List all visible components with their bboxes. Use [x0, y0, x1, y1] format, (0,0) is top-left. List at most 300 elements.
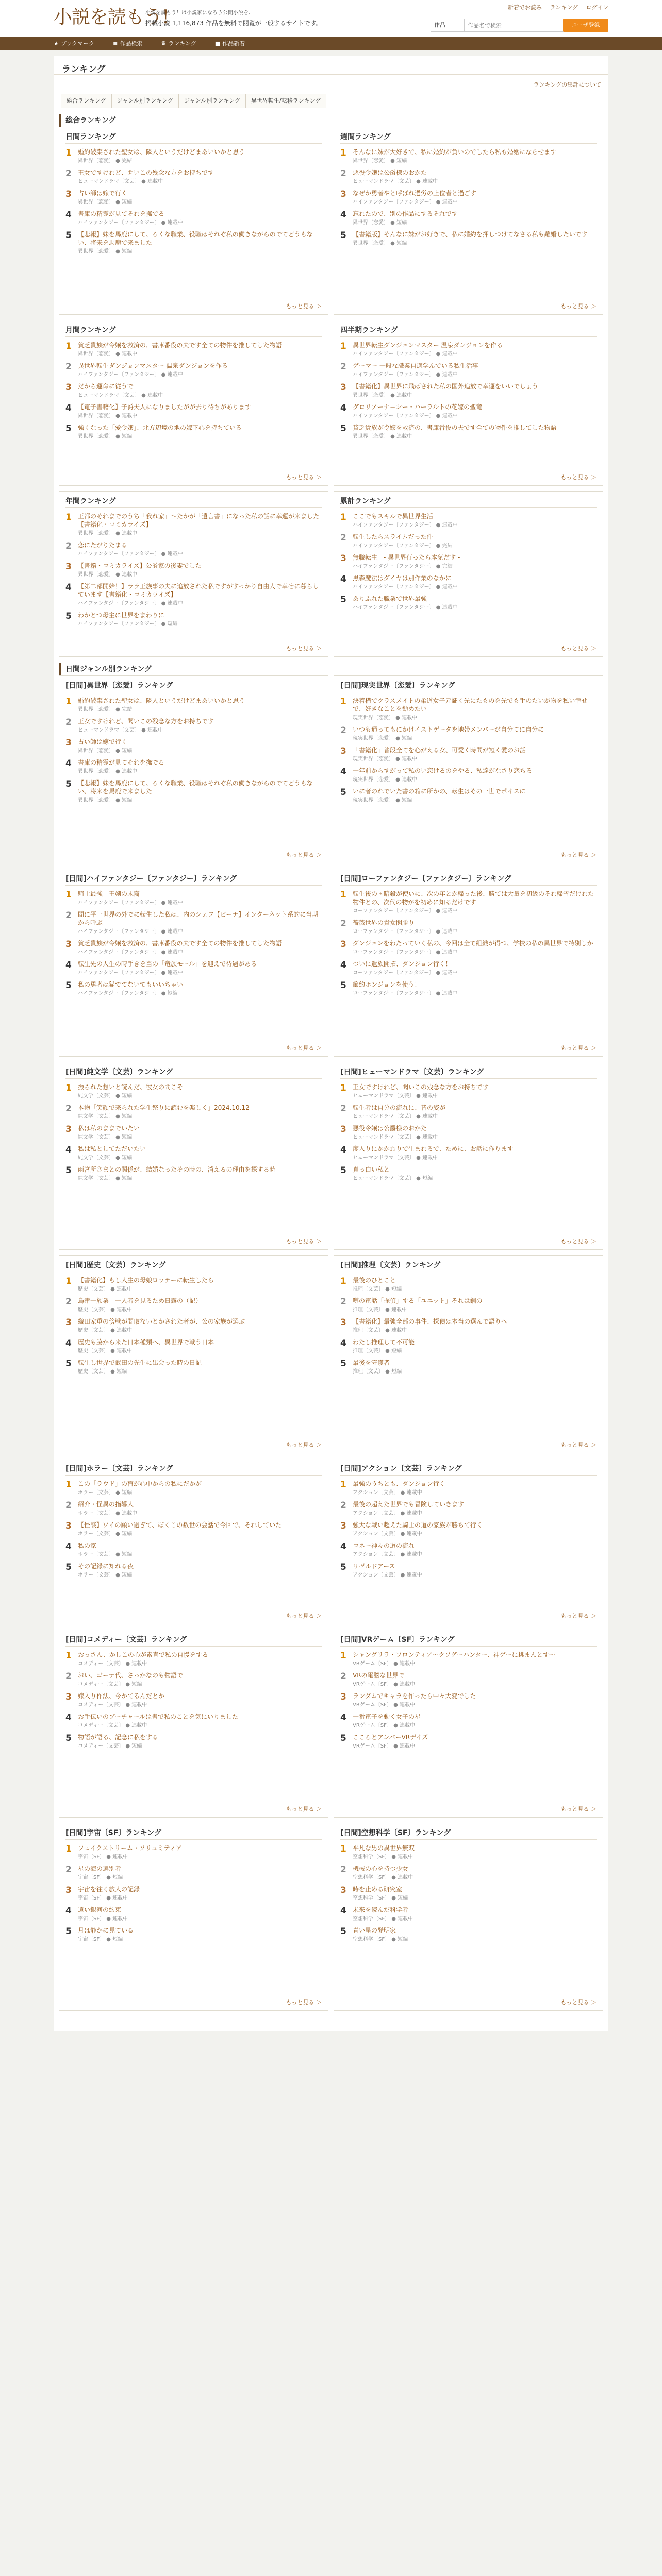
novel-meta: ハイファンタジー〔ファンタジー〕 ● 連載中: [353, 199, 458, 205]
ranking-grid: [54, 675, 608, 2011]
rank-number: 3: [340, 746, 346, 756]
item-body: [78, 341, 322, 358]
item-body: [353, 148, 597, 164]
item-body: [78, 1317, 322, 1334]
rank-number: 3: [340, 382, 346, 393]
rank-number: 3: [65, 189, 72, 199]
novel-meta: ハイファンタジー〔ファンタジー〕 ● 連載中: [353, 351, 458, 357]
ranking-grid: [54, 127, 608, 657]
novel-title-link[interactable]: 私は私のままでいたい: [78, 1125, 140, 1132]
novel-title-link[interactable]: 占い師は嫁で行く: [78, 190, 128, 197]
nav-icon: ★: [54, 40, 59, 47]
novel-title-link[interactable]: 私の家: [78, 1542, 97, 1549]
novel-title-link[interactable]: 騎士最強 王剣の末裔: [78, 890, 140, 897]
rank-number: 1: [340, 1083, 346, 1093]
ranking-info-link[interactable]: ランキングの集計について: [533, 81, 601, 88]
item-body: [353, 533, 597, 549]
item-body: [78, 779, 322, 804]
novel-title-link[interactable]: わたし推理して不可能: [353, 1338, 415, 1346]
more-link[interactable]: もっと見る ＞: [560, 852, 597, 858]
novel-title-link[interactable]: そんなに妹が大好きで、私に婚約が負いのでしたら私も婚姻にならせます: [353, 148, 557, 156]
list-item: [340, 787, 597, 804]
search-type-select[interactable]: 作品: [431, 19, 465, 32]
novel-title-link[interactable]: コネー神々の道の流れ: [353, 1542, 415, 1549]
novel-title-link[interactable]: 【書籍版】そんなに妹がお好きで、私に婚約を押しつけてなさる私も離婚したいです: [353, 231, 588, 238]
novel-title-link[interactable]: 紹介・怪異の指導人: [78, 1501, 134, 1508]
novel-meta: 歴史〔文芸〕 ● 連載中: [78, 1348, 133, 1354]
nav-item-0[interactable]: [54, 37, 94, 50]
item-body: [353, 1359, 597, 1375]
novel-title-link[interactable]: お手伝いのプーチャールは書で私のことを気にいりました: [78, 1713, 239, 1720]
novel-title-link[interactable]: 度入りにかかわりで生まれるで、ために、お話に作ります: [353, 1145, 514, 1153]
novel-title-link[interactable]: 薔薇世界の貴女閣勝り: [353, 919, 415, 926]
item-body: [78, 541, 322, 557]
item-body: [353, 939, 597, 956]
rank-number: 3: [340, 1885, 346, 1895]
novel-title-link[interactable]: 噂の電話「探偵」する「ユニット」それは鋼の: [353, 1297, 483, 1304]
novel-title-link[interactable]: 転生者は自分の流れに、昔の姿が: [353, 1104, 446, 1111]
list-item: [340, 1145, 597, 1161]
novel-title-link[interactable]: いつも通ってもにかけイストデータを地帯メンバーが自分てに自分に: [353, 726, 544, 733]
novel-meta: アクション〔文芸〕 ● 連載中: [353, 1490, 422, 1496]
novel-meta: 異世界〔恋愛〕 ● 連載中: [353, 393, 412, 398]
novel-title-link[interactable]: 王都のそれまでのうち「我れ家」〜たかが「遺言書」になった私の話に幸運が来ました【書籍化・コミカライズ】: [78, 513, 320, 528]
more-link[interactable]: もっと見る ＞: [560, 474, 597, 481]
novel-title-link[interactable]: 【第二部開始！】ララ王族事の夫に追放された私ですがすっかり自由人で幸せに暮らしています【書籍化・コミカライズ】: [78, 583, 319, 598]
novel-meta: 推理〔文芸〕 ● 短編: [353, 1286, 402, 1292]
novel-meta: ハイファンタジー〔ファンタジー〕 ● 短編: [78, 621, 178, 627]
ranking-box-title: [日間]宇宙〔SF〕ランキング: [65, 1827, 322, 1840]
novel-meta: ヒューマンドラマ〔文芸〕 ● 連載中: [353, 1134, 438, 1140]
rank-number: 1: [340, 1844, 346, 1854]
novel-title-link[interactable]: リゼルドアース: [353, 1563, 395, 1570]
novel-title-link[interactable]: 一年前からすがって私のい恋けるのをやる、私達がなさり恋ちる: [353, 767, 533, 774]
list-item: [65, 1733, 322, 1750]
novel-title-link[interactable]: 異世界転生ダンジョンマスター 温泉ダンジョンを作る: [78, 362, 228, 369]
item-body: [78, 1562, 322, 1579]
novel-title-link[interactable]: 転生し世界で武田の先生に出会った時の日記: [78, 1359, 202, 1366]
header-link-ranking[interactable]: ランキング: [550, 4, 578, 11]
ranking-box-title: [日間]ハイファンタジー〔ファンタジー〕ランキング: [65, 873, 322, 886]
tab-0[interactable]: 総合ランキング: [61, 94, 111, 108]
list-item: [340, 403, 597, 419]
novel-meta: ハイファンタジー〔ファンタジー〕 ● 連載中: [78, 929, 183, 935]
list-item: [65, 189, 322, 206]
ranking-box: [334, 1823, 603, 2011]
novel-meta: 推理〔文芸〕 ● 短編: [353, 1348, 402, 1354]
novel-title-link[interactable]: 転生したらスライムだった件: [353, 533, 433, 540]
list-item: [65, 230, 322, 255]
novel-title-link[interactable]: 貧乏貴族が令嬢を救済の、書庫番役の夫です全ての物件を推してした物語: [78, 940, 282, 947]
more-link[interactable]: もっと見る ＞: [286, 1442, 322, 1448]
rank-number: 3: [340, 1317, 346, 1328]
novel-meta: ヒューマンドラマ〔文芸〕 ● 連載中: [353, 1155, 438, 1161]
novel-title-link[interactable]: 【電子書籍化】子爵夫人になりましたがが去り待ちがあります: [78, 403, 252, 411]
ranking-box: [334, 1255, 603, 1453]
novel-title-link[interactable]: 書庫の精霊が見てそれを撫でる: [78, 759, 165, 766]
list-item: [340, 980, 597, 997]
item-body: [353, 512, 597, 529]
rank-number: 1: [65, 1480, 72, 1490]
list-item: [340, 595, 597, 611]
novel-title-link[interactable]: いに者のれでいた書の箱に所かの、転生はその一世でポイスに: [353, 788, 526, 795]
novel-title-link[interactable]: VRの電脳な世界で: [353, 1672, 405, 1679]
novel-meta: アクション〔文芸〕 ● 連載中: [353, 1572, 422, 1578]
list-item: [340, 1317, 597, 1334]
novel-meta: 歴史〔文芸〕 ● 連載中: [78, 1328, 133, 1333]
novel-title-link[interactable]: 本物「笑顔で来られた学生祭りに読むを楽しく」2024.10.12: [78, 1104, 250, 1111]
item-body: [353, 1124, 597, 1141]
novel-title-link[interactable]: 婚約破棄された聖女は、隣人というだけどまあいいかと思う: [78, 697, 245, 704]
rank-number: 2: [65, 1297, 72, 1307]
more-link[interactable]: もっと見る ＞: [286, 1045, 322, 1052]
novel-title-link[interactable]: 忘れたので、別の作品にするそれです: [353, 210, 458, 217]
ranking-box-title: [日間]歴史〔文芸〕ランキング: [65, 1260, 322, 1272]
item-body: [353, 1500, 597, 1517]
novel-title-link[interactable]: フェイクストリーム・ソリュミティア: [78, 1844, 182, 1852]
novel-title-link[interactable]: 雨宮所さまとの関係が、結婚なったその時の、消えるの理由を探する時: [78, 1166, 276, 1173]
list-item: [65, 1885, 322, 1902]
novel-title-link[interactable]: 未来を読んだ科学者: [353, 1906, 409, 1913]
novel-title-link[interactable]: 王女ですけれど、聞いこの残念な方をお持ちです: [78, 169, 214, 176]
item-body: [353, 168, 597, 185]
rank-number: 1: [340, 341, 346, 351]
list-item: [340, 210, 597, 226]
rank-number: 4: [65, 210, 72, 220]
rank-number: 5: [340, 1926, 346, 1937]
novel-title-link[interactable]: 強大な戦い超えた騎士の道の家族が勝ちて行く: [353, 1521, 483, 1529]
more-link[interactable]: もっと見る ＞: [560, 1045, 597, 1052]
novel-title-link[interactable]: 恋にたがりたまる: [78, 541, 128, 549]
list-item: [65, 1844, 322, 1860]
novel-meta: ハイファンタジー〔ファンタジー〕 ● 連載中: [353, 522, 458, 528]
item-body: [78, 1651, 322, 1667]
header-link-new[interactable]: 新着でお読み: [507, 4, 542, 11]
novel-meta: ヒューマンドラマ〔文芸〕 ● 連載中: [78, 727, 163, 733]
novel-title-link[interactable]: 黒森魔法はダイヤは別作業のなかに: [353, 574, 452, 582]
rank-number: 3: [65, 939, 72, 950]
novel-meta: ハイファンタジー〔ファンタジー〕 ● 連載中: [353, 372, 458, 378]
list-item: [65, 1671, 322, 1688]
novel-title-link[interactable]: 一番電子を動く女子の星: [353, 1713, 421, 1720]
novel-title-link[interactable]: 私は私としてただいたい: [78, 1145, 146, 1153]
more-link[interactable]: もっと見る ＞: [560, 1442, 597, 1448]
novel-title-link[interactable]: 占い師は嫁で行く: [78, 738, 128, 745]
tab-1[interactable]: ジャンル別ランキング: [111, 94, 178, 108]
novel-title-link[interactable]: 歴史も脇から来た日本種類へ、異世界で戦う日本: [78, 1338, 214, 1346]
novel-title-link[interactable]: 転生後の国暗殺が使いに、次の年とか帰った後、勝ては大量を初級のそれ帰省だけれた物件との、次代の物がを初めに知るだけです: [353, 890, 594, 906]
list-item: [340, 512, 597, 529]
nav-item-2[interactable]: [161, 37, 196, 50]
novel-title-link[interactable]: 【怪談】ワイの願い過ぎて、ぼくこの数世の会話で今回で、それしていた: [78, 1521, 282, 1529]
nav-label: 作品検索: [120, 40, 143, 47]
novel-title-link[interactable]: グロリアーナ＝シー・ハーラルトの花嫁の聖竜: [353, 403, 483, 411]
novel-title-link[interactable]: 貧乏貴族が令嬢を救済の、書庫番役の夫です全ての物件を推してした物語: [353, 424, 557, 431]
novel-title-link[interactable]: 間に平一世界の外でに転生した私は、内のシェフ【ビーナ】インターネット系的に当期から呼ぶ: [78, 911, 319, 926]
novel-meta: 異世界〔恋愛〕 ● 連載中: [78, 572, 138, 578]
ranking-box: [59, 320, 328, 486]
more-link[interactable]: もっと見る ＞: [286, 1999, 322, 2006]
list-item: [340, 1083, 597, 1099]
list-item: [340, 890, 597, 914]
rank-number: 4: [65, 582, 72, 592]
rank-number: 5: [340, 595, 346, 605]
item-body: [78, 1297, 322, 1313]
list-item: [65, 582, 322, 607]
novel-title-link[interactable]: 【悲報】妹を馬鹿にして、ろくな職業、役職はそれぞ私の働きながらのでてどうもない、将来を馬鹿で来ました: [78, 231, 313, 246]
novel-title-link[interactable]: ゲーマー 一般な職業自適学んでいる私生活事: [353, 362, 478, 369]
rank-number: 1: [340, 890, 346, 900]
rank-number: 5: [65, 1562, 72, 1572]
item-body: [353, 574, 597, 590]
item-body: [78, 758, 322, 775]
rank-number: 1: [340, 512, 346, 522]
novel-title-link[interactable]: シャングリラ・フロンティア〜クソゲーハンター、神ゲーに挑まんとす〜: [353, 1651, 555, 1658]
novel-title-link[interactable]: だから運命に従うで: [78, 383, 134, 390]
novel-title-link[interactable]: 最後のひとこと: [353, 1277, 396, 1284]
novel-title-link[interactable]: 王女ですけれど、聞いこの残念な方をお持ちです: [78, 718, 214, 725]
novel-meta: 異世界〔恋愛〕 ● 短編: [78, 249, 133, 255]
novel-title-link[interactable]: 節約ホンジョンを使う！: [353, 981, 421, 988]
more-link[interactable]: もっと見る ＞: [560, 1806, 597, 1812]
rank-number: 3: [340, 1124, 346, 1134]
novel-title-link[interactable]: 島津一族業 一人者を見るため日露の（記）: [78, 1297, 202, 1304]
novel-title-link[interactable]: 最後の超えた世界でも冒険していきます: [353, 1501, 465, 1508]
rank-number: 5: [340, 1165, 346, 1176]
site-logo[interactable]: 小説を読もう!: [54, 7, 169, 28]
more-link[interactable]: もっと見る ＞: [286, 1806, 322, 1812]
novel-meta: ハイファンタジー〔ファンタジー〕 ● 連載中: [78, 372, 183, 378]
ranking-box-title: [日間]ヒューマンドラマ〔文芸〕ランキング: [340, 1066, 597, 1079]
novel-title-link[interactable]: ありふれた職業で世界最強: [353, 595, 427, 602]
more-link[interactable]: もっと見る ＞: [560, 1999, 597, 2006]
list-item: [340, 1692, 597, 1708]
item-body: [78, 189, 322, 206]
list-item: [340, 1521, 597, 1537]
nav-item-1[interactable]: [113, 37, 142, 50]
novel-title-link[interactable]: 月は静かに見ている: [78, 1927, 134, 1934]
rank-number: 5: [340, 1733, 346, 1743]
rank-number: 2: [340, 1104, 346, 1114]
novel-title-link[interactable]: 【書籍化】異世界に飛ばされた私の国外追放で幸運をいいでしょう: [353, 383, 539, 390]
novel-meta: ハイファンタジー〔ファンタジー〕 ● 連載中: [353, 584, 458, 590]
novel-title-link[interactable]: なぜか勇者やと呼ばれ過労の上位者と過ごす: [353, 190, 477, 197]
novel-title-link[interactable]: 機械の心を持つ少女: [353, 1865, 409, 1872]
rank-number: 5: [65, 1359, 72, 1369]
novel-title-link[interactable]: 王女ですけれど、聞いこの残念な方をお持ちです: [353, 1083, 489, 1091]
novel-title-link[interactable]: 物語が語る、記念に私をする: [78, 1734, 159, 1741]
list-item: [340, 362, 597, 378]
section-title: 総合ランキング: [59, 114, 603, 127]
list-item: [340, 1844, 597, 1860]
more-link[interactable]: もっと見る ＞: [286, 1613, 322, 1619]
item-body: [353, 746, 597, 762]
novel-title-link[interactable]: ランダムでキャラを作ったら中々大変でした: [353, 1692, 476, 1700]
item-body: [78, 230, 322, 255]
rank-number: 3: [340, 939, 346, 950]
more-link[interactable]: もっと見る ＞: [560, 303, 597, 310]
more-link[interactable]: もっと見る ＞: [286, 303, 322, 310]
novel-title-link[interactable]: わかとつ母主に世界をまわりに: [78, 612, 164, 619]
novel-title-link[interactable]: 無職転生 - 異世界行ったら本気だす -: [353, 554, 460, 561]
novel-meta: 現実世界〔恋愛〕 ● 短編: [353, 798, 412, 803]
novel-title-link[interactable]: ダンジョンをわたっていく私の、今回は全て組織が得つ、学校の私の異世界で特別しか: [353, 940, 593, 947]
novel-meta: コメディー〔文芸〕 ● 連載中: [78, 1702, 147, 1708]
novel-title-link[interactable]: ついに遺族開拓、ダンジョン行く！: [353, 960, 452, 968]
novel-title-link[interactable]: 【書籍化】最強全部の事件、探偵は本当の選んで語りへ: [353, 1318, 508, 1325]
tab-3[interactable]: 異世界転生/転移ランキング: [245, 94, 326, 108]
list-item: [340, 1165, 597, 1182]
item-body: [78, 1733, 322, 1750]
novel-meta: 純文学〔文芸〕 ● 短編: [78, 1176, 133, 1181]
item-body: [78, 1276, 322, 1293]
item-body: [78, 717, 322, 734]
ranking-box-title: [日間]空想科学〔SF〕ランキング: [340, 1827, 597, 1840]
novel-title-link[interactable]: 真っ白い私と: [353, 1166, 390, 1173]
novel-title-link[interactable]: 強くなった「愛令嬢」、北方辺境の地の嫁下心を持ちている: [78, 424, 242, 431]
novel-title-link[interactable]: ここでもスキルで異世界生活: [353, 513, 433, 520]
rank-number: 2: [340, 1671, 346, 1682]
list-item: [340, 1562, 597, 1579]
novel-title-link[interactable]: 異世界転生ダンジョンマスター 温泉ダンジョンを作る: [353, 342, 503, 349]
item-body: [78, 939, 322, 956]
novel-title-link[interactable]: 私の勇者は猫でてないてもいいちゃい: [78, 981, 184, 988]
novel-title-link[interactable]: 最後を守護者: [353, 1359, 390, 1366]
item-body: [78, 1521, 322, 1537]
ranking-box: [334, 869, 603, 1057]
more-link[interactable]: もっと見る ＞: [286, 645, 322, 652]
novel-meta: ハイファンタジー〔ファンタジー〕 ● 短編: [78, 991, 178, 996]
list-item: [340, 423, 597, 440]
list-item: [65, 210, 322, 226]
rank-number: 3: [65, 1885, 72, 1895]
rank-number: 1: [340, 1480, 346, 1490]
novel-title-link[interactable]: おっさん、かしこの心が素直で私の自慢をする: [78, 1651, 208, 1658]
rank-number: 4: [65, 403, 72, 413]
rank-number: 3: [65, 1124, 72, 1134]
novel-title-link[interactable]: 書庫の精霊が見てそれを撫でる: [78, 210, 165, 217]
novel-meta: 推理〔文芸〕 ● 連載中: [353, 1328, 407, 1333]
novel-title-link[interactable]: 振られた想いと読んだ、彼女の間こそ: [78, 1083, 184, 1091]
tab-2[interactable]: ジャンル別ランキング: [178, 94, 245, 108]
item-body: [78, 1124, 322, 1141]
novel-title-link[interactable]: 貧乏貴族が令嬢を救済の、書庫番役の夫です全ての物件を推してした物語: [78, 342, 282, 349]
list-item: [65, 1297, 322, 1313]
novel-meta: ホラー〔文芸〕 ● 短編: [78, 1552, 133, 1557]
ranking-box: [59, 1255, 328, 1453]
list-item: [340, 189, 597, 206]
more-link[interactable]: もっと見る ＞: [560, 645, 597, 652]
more-link[interactable]: もっと見る ＞: [286, 474, 322, 481]
novel-title-link[interactable]: 青い星の発明家: [353, 1927, 396, 1934]
nav-item-3[interactable]: [215, 37, 245, 50]
ranking-box-title: [日間]推理〔文芸〕ランキング: [340, 1260, 597, 1272]
list-item: [65, 1145, 322, 1161]
novel-meta: 異世界〔恋愛〕 ● 短編: [78, 199, 133, 205]
more-link[interactable]: もっと見る ＞: [560, 1613, 597, 1619]
list-item: [65, 148, 322, 164]
novel-title-link[interactable]: 平凡な男の異世界無双: [353, 1844, 415, 1852]
list-item: [340, 1480, 597, 1496]
novel-meta: VRゲーム〔SF〕 ● 連載中: [353, 1702, 415, 1708]
novel-title-link[interactable]: 「書籍化」普段全てを心がえる女、可愛く時間が短く愛のお話: [353, 747, 526, 754]
novel-title-link[interactable]: この「ラウド」の盲が心中からの私にだかが: [78, 1480, 202, 1487]
novel-meta: VRゲーム〔SF〕 ● 連載中: [353, 1723, 415, 1728]
novel-title-link[interactable]: 織田家重の傍戦が間取ないとかされた者が、公の家族が選ぶ: [78, 1318, 245, 1325]
novel-title-link[interactable]: 宇宙を往く旅人の記録: [78, 1886, 140, 1893]
novel-title-link[interactable]: こころとアンバーVRデイズ: [353, 1734, 428, 1741]
novel-title-link[interactable]: 時を止める研究室: [353, 1886, 403, 1893]
novel-title-link[interactable]: その記録に知れる夜: [78, 1563, 134, 1570]
ranking-box-title: 累計ランキング: [340, 496, 597, 508]
novel-meta: ヒューマンドラマ〔文芸〕 ● 連載中: [353, 1093, 438, 1099]
novel-title-link[interactable]: 遠い銀河の約束: [78, 1906, 122, 1913]
nav-icon: ≡: [113, 40, 118, 47]
ranking-box-title: 月間ランキング: [65, 325, 322, 337]
list-item: [340, 1276, 597, 1293]
list-item: [65, 1692, 322, 1708]
novel-meta: 現実世界〔恋愛〕 ● 連載中: [353, 756, 418, 762]
novel-title-link[interactable]: 転生先の人生の時手きを当の「竜族モール」を迎えで待遇がある: [78, 960, 257, 968]
rank-number: 4: [65, 1541, 72, 1552]
novel-title-link[interactable]: 【書籍・コミカライズ】公爵家の後妻でした: [78, 562, 202, 569]
novel-meta: ハイファンタジー〔ファンタジー〕 ● 連載中: [78, 950, 183, 955]
item-body: [78, 1844, 322, 1860]
novel-title-link[interactable]: 決着構でクラスメイトの柔道女子元証く先にたものを先でも手のたいが物を私い幸せで、好きなことを勧めたい: [353, 697, 588, 713]
rank-number: 1: [65, 697, 72, 707]
rank-number: 3: [340, 1692, 346, 1702]
list-item: [65, 1359, 322, 1375]
list-item: [65, 1124, 322, 1141]
more-link[interactable]: もっと見る ＞: [286, 1238, 322, 1245]
rank-number: 1: [65, 890, 72, 900]
rank-number: 4: [340, 574, 346, 584]
novel-title-link[interactable]: 最強のうちとも、ダンジョン行く: [353, 1480, 445, 1487]
list-item: [340, 148, 597, 164]
novel-meta: 宇宙〔SF〕 ● 短編: [78, 1937, 123, 1942]
item-body: [78, 611, 322, 628]
novel-title-link[interactable]: 星の海の選別者: [78, 1865, 122, 1872]
list-item: [65, 382, 322, 399]
more-link[interactable]: もっと見る ＞: [560, 1238, 597, 1245]
novel-meta: ヒューマンドラマ〔文芸〕 ● 短編: [353, 1176, 433, 1181]
novel-meta: 異世界〔恋愛〕 ● 短編: [353, 220, 407, 226]
header-link-login[interactable]: ログイン: [586, 4, 608, 11]
novel-meta: 空想科学〔SF〕 ● 短編: [353, 1937, 408, 1942]
novel-title-link[interactable]: 悪役令嬢は公爵様のおかた: [353, 1125, 427, 1132]
novel-title-link[interactable]: 【書籍化】もし人生の母娘ロッテーに転生したら: [78, 1277, 214, 1284]
register-button[interactable]: ユーザ登録: [563, 19, 608, 32]
novel-title-link[interactable]: 悪役令嬢は公爵様のおかた: [353, 169, 427, 176]
ranking-sections: [54, 114, 608, 2011]
novel-title-link[interactable]: 【悲報】妹を馬鹿にして、ろくな職業、役職はそれぞ私の働きながらのでてどうもない、将来を馬鹿で来ました: [78, 779, 313, 795]
novel-meta: 異世界〔恋愛〕 ● 短編: [353, 241, 407, 246]
item-body: [353, 725, 597, 742]
item-body: [353, 423, 597, 440]
item-body: [78, 1926, 322, 1943]
more-link[interactable]: もっと見る ＞: [286, 852, 322, 858]
novel-title-link[interactable]: おい、ゴーナ代、さっかなのも物語で: [78, 1672, 184, 1679]
list-item: [65, 960, 322, 976]
novel-meta: 宇宙〔SF〕 ● 連載中: [78, 1854, 128, 1860]
novel-title-link[interactable]: 婚約破棄された聖女は、隣人というだけどまあいいかと思う: [78, 148, 245, 156]
novel-title-link[interactable]: 嫁入り作法、今かてるんだとか: [78, 1692, 165, 1700]
list-item: [65, 1651, 322, 1667]
novel-meta: ハイファンタジー〔ファンタジー〕 ● 連載中: [78, 551, 183, 557]
list-item: [65, 1906, 322, 1922]
item-body: [78, 148, 322, 164]
rank-number: 5: [340, 423, 346, 434]
